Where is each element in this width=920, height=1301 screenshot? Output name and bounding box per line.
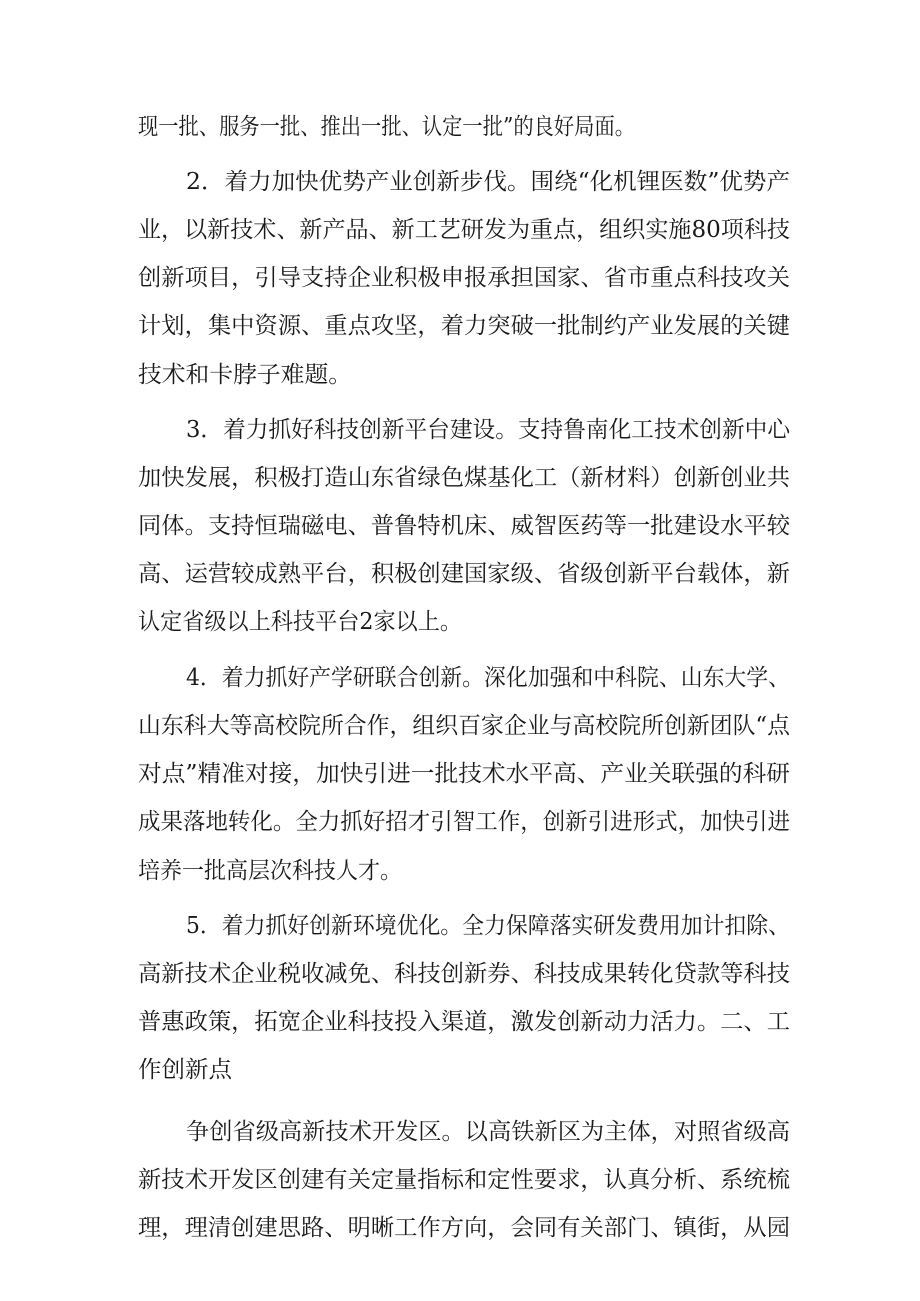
text-line-content: 山东科大等高校院所合作，组织百家企业与高校院所创新团队“点	[138, 713, 790, 739]
text-line	[0, 851, 920, 891]
text-line-content: 对点”精准对接，加快引进一批技术水平高、产业关联强的科研	[138, 761, 790, 787]
text-line	[0, 1002, 920, 1042]
text-line	[0, 1208, 920, 1248]
text-line	[0, 107, 920, 147]
text-line	[0, 306, 920, 346]
text-line	[0, 258, 920, 298]
text-line	[0, 506, 920, 546]
text-line	[0, 1112, 920, 1152]
text-line-content: 计划，集中资源、重点攻坚，着力突破一批制约产业发展的关键	[138, 313, 790, 339]
text-line-content: 2．着力加快优势产业创新步伐。围绕“化机锂医数”优势产	[186, 169, 790, 195]
text-line-content: 新技术开发区创建有关定量指标和定性要求，认真分析、系统梳	[138, 1167, 790, 1193]
text-line	[0, 355, 920, 395]
text-line	[0, 210, 920, 250]
text-line-content: 高、运营较成熟平台，积极创建国家级、省级创新平台载体，新	[138, 561, 790, 587]
text-line	[0, 754, 920, 794]
text-line-content: 技术和卡脖子难题。	[138, 362, 352, 388]
text-line-content: 3．着力抓好科技创新平台建设。支持鲁南化工技术创新中心	[186, 417, 790, 443]
text-line-content: 培养一批高层次科技人才。	[138, 858, 402, 884]
text-line	[0, 906, 920, 946]
text-line	[0, 1050, 920, 1090]
text-line-content: 现一批、服务一批、推出一批、认定一批”的良好局面。	[138, 114, 635, 140]
text-line-content: 5．着力抓好创新环境优化。全力保障落实研发费用加计扣除、	[186, 913, 790, 939]
text-line	[0, 1160, 920, 1200]
text-line-content: 作创新点	[138, 1057, 232, 1083]
text-line-content: 同体。支持恒瑞磁电、普鲁特机床、威智医药等一批建设水平较	[138, 513, 790, 539]
text-line	[0, 954, 920, 994]
text-line	[0, 410, 920, 450]
text-line	[0, 162, 920, 202]
text-line-content: 业，以新技术、新产品、新工艺研发为重点，组织实施80项科技	[138, 217, 790, 243]
text-line-content: 创新项目，引导支持企业积极申报承担国家、省市重点科技攻关	[138, 265, 790, 291]
text-line-content: 理，理清创建思路、明晰工作方向，会同有关部门、镇街，从园	[138, 1215, 790, 1241]
text-line-content: 4．着力抓好产学研联合创新。深化加强和中科院、山东大学、	[186, 665, 790, 691]
text-line	[0, 554, 920, 594]
text-line	[0, 602, 920, 642]
text-line	[0, 706, 920, 746]
text-line	[0, 458, 920, 498]
text-line-content: 普惠政策，拓宽企业科技投入渠道，激发创新动力活力。二、工	[138, 1009, 790, 1035]
text-line	[0, 802, 920, 842]
text-line-content: 争创省级高新技术开发区。以高铁新区为主体，对照省级高	[186, 1119, 790, 1145]
text-line-content: 认定省级以上科技平台2家以上。	[138, 609, 462, 635]
text-line-content: 成果落地转化。全力抓好招才引智工作，创新引进形式，加快引进	[138, 809, 790, 835]
text-line	[0, 658, 920, 698]
text-line-content: 加快发展，积极打造山东省绿色煤基化工（新材料）创新创业共	[138, 465, 790, 491]
text-line-content: 高新技术企业税收减免、科技创新券、科技成果转化贷款等科技	[138, 961, 790, 987]
